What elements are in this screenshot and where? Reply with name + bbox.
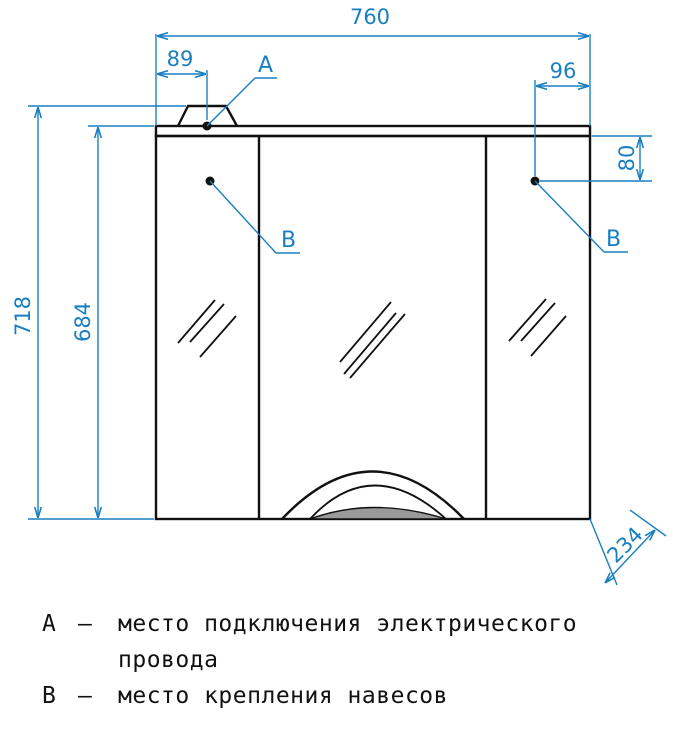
legend-item-a (42, 606, 662, 642)
legend-key-a: A (42, 611, 57, 637)
dimension-right-offset (535, 59, 589, 176)
cabinet-top-shelf (156, 126, 590, 136)
left-offset-label: 89 (166, 47, 194, 71)
dimension-overall-width (156, 5, 590, 126)
dimension-depth (590, 510, 666, 585)
top-offset-label: 80 (615, 144, 639, 172)
right-offset-label: 96 (549, 59, 577, 83)
legend-text-a-line1: место подключения электрического (118, 611, 578, 637)
dimension-top-offset (540, 136, 652, 181)
callout-a-label: A (258, 53, 274, 78)
body-height-label: 684 (71, 301, 95, 343)
dimension-body-height (71, 126, 154, 518)
callout-b-right-label: B (606, 227, 622, 252)
callout-b-right (535, 181, 628, 252)
legend-dash-b: – (78, 683, 93, 709)
legend-item-b (42, 678, 662, 714)
legend-text-b: место крепления навесов (118, 683, 448, 709)
total-height-label: 718 (11, 295, 35, 337)
legend (42, 606, 662, 714)
overall-width-label: 760 (349, 5, 391, 29)
callout-a (207, 53, 277, 126)
legend-text-a-line2: провода (118, 647, 219, 673)
callout-b-left-label: B (281, 228, 297, 253)
bottom-arch-shelf (282, 472, 464, 520)
depth-label: 234 (602, 522, 648, 568)
dimension-left-offset (157, 47, 207, 120)
callout-b-left (210, 181, 300, 253)
mirror-reflection-marks (178, 299, 566, 378)
cabinet-outline (156, 106, 590, 519)
legend-dash-a: – (78, 611, 93, 637)
legend-key-b: B (42, 683, 57, 709)
